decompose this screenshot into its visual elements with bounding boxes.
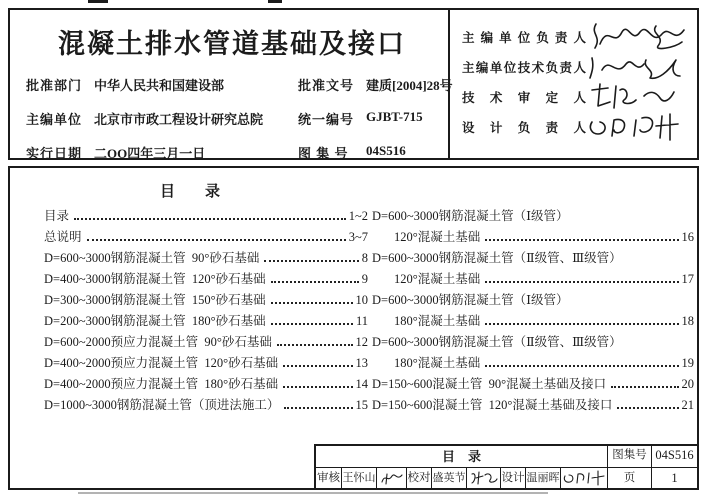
toc-entry [372,227,694,248]
toc-entry-title: 180°混凝土基础 [394,356,481,370]
toc-entry-page: 8 [361,251,368,265]
toc-entry [372,311,694,332]
toc-entry-title: 180°混凝土基础 [394,314,481,328]
signatory-row [462,112,693,142]
toc-entry [372,290,694,311]
toc-entry [44,248,368,269]
dot-leader [283,386,352,388]
toc-column-left [44,206,368,416]
toc-entry-page: 21 [681,398,694,412]
toc-entry-title: D=1000~3000钢筋混凝土管（顶进法施工） [44,398,280,412]
toc-entry [44,269,368,290]
credit-name: 盛英节 [431,468,466,488]
credit-signature [466,468,500,488]
toc-entry [44,374,368,395]
toc-entry-title: D=600~3000钢筋混凝土管 90°砂石基础 [44,251,260,265]
meta-value: 中华人民共和国建设部 [94,78,225,93]
page-number: 1 [651,468,697,488]
toc-box [8,166,699,490]
toc-entry-page: 11 [355,314,368,328]
atlas-title: 混凝土排水管道基础及接口 [58,29,406,59]
meta-value: 建质[2004]28号 [366,78,453,93]
toc-entry-page: 3~7 [348,230,368,244]
credit-role: 设计 [500,468,525,488]
signature-scribble [469,470,499,486]
dot-leader [271,281,359,283]
meta-label: 主编单位 [26,112,83,127]
dot-leader [485,281,678,283]
meta-label: 统一编号 [298,112,355,127]
dot-leader [485,239,678,241]
toc-entry-page: 10 [355,293,368,307]
toc-entry [44,206,368,227]
signatory-row [462,82,693,112]
toc-entry-page: 13 [355,356,368,370]
toc-entry-title: D=200~3000钢筋混凝土管 180°砂石基础 [44,314,266,328]
meta-label: 批准部门 [26,78,83,93]
credit-signature [560,468,607,488]
dot-leader [485,365,678,367]
credit-name: 王怀山 [341,468,376,488]
toc-entry-title: D=600~3000钢筋混凝土管（Ⅱ级管、Ⅲ级管） [372,251,622,265]
scan-smudge [268,0,282,3]
dot-leader [264,260,358,262]
header-box [8,8,699,160]
toc-entry-page: 12 [355,335,368,349]
toc-entry-page: 16 [681,230,694,244]
toc-entry-title: D=400~3000钢筋混凝土管 120°砂石基础 [44,272,266,286]
toc-entry-page: 19 [681,356,694,370]
dot-leader [271,323,353,325]
toc-entry [44,227,368,248]
toc-entry-page: 14 [355,377,368,391]
page-label: 页 [607,468,651,488]
meta-label: 实行日期 [26,146,83,161]
toc-entry-title: 目录 [44,209,70,223]
credit-name: 温丽晖 [525,468,560,488]
toc-entry-title: D=400~2000预应力混凝土管 180°砂石基础 [44,377,279,391]
toc-entry-title: D=300~3000钢筋混凝土管 150°砂石基础 [44,293,266,307]
toc-entry-title: D=600~3000钢筋混凝土管（Ⅰ级管） [372,293,569,307]
meta-value: 04S516 [366,143,406,158]
toc-entry [44,353,368,374]
signatory-row [462,52,693,82]
dot-leader [277,344,353,346]
toc-entry-page: 18 [681,314,694,328]
atlas-number-value: 04S516 [651,446,697,467]
toc-entry [372,374,694,395]
meta-value: GJBT-715 [366,109,423,124]
scan-smudge [88,0,108,3]
toc-column-right [372,206,694,416]
credit-role: 审核 [317,472,340,484]
signatory-label: 主编单位技术负责人 [462,61,586,75]
signatory-label: 主编单位负责人 [462,31,586,45]
dot-leader [284,407,352,409]
toc-entry [372,206,694,227]
sheet-title: 目 录 [441,449,481,464]
title-block-row-credits [316,468,697,488]
meta-label: 图 集 号 [298,146,349,161]
dot-leader [283,365,352,367]
signatory-label: 设 计 负 责 人 [462,121,586,135]
toc-entry [372,269,694,290]
toc-heading: 目 录 [159,184,220,200]
atlas-number-label: 图集号 [607,446,651,467]
credit-signature [376,468,406,488]
toc-entry [44,311,368,332]
signature-scribble [562,470,606,486]
dot-leader [271,302,353,304]
toc-entry-page: 20 [681,377,694,391]
toc-entry-page: 1~2 [348,209,368,223]
dot-leader [87,239,346,241]
title-block [314,444,697,488]
toc-entry-title: D=600~3000钢筋混凝土管（Ⅰ级管） [372,209,569,223]
dot-leader [617,407,678,409]
toc-entry [372,353,694,374]
toc-entry-page: 9 [361,272,368,286]
signatory-label: 技 术 审 定 人 [462,91,586,105]
dot-leader [485,323,678,325]
toc-entry-title: D=150~600混凝土管 90°混凝土基础及接口 [372,377,607,391]
signature-scribble [586,112,686,142]
dot-leader [611,386,678,388]
toc-entry-title: D=600~2000预应力混凝土管 90°砂石基础 [44,335,272,349]
toc-entry-title: D=150~600混凝土管 120°混凝土基础及接口 [372,398,613,412]
toc-entry-title: 总说明 [44,230,82,244]
toc-entry [44,332,368,353]
credit-role: 校对 [406,468,431,488]
scan-artifact [78,492,548,494]
toc-entry [372,248,694,269]
signatory-row [462,22,693,52]
toc-entry-title: D=600~3000钢筋混凝土管（Ⅱ级管、Ⅲ级管） [372,335,622,349]
meta-label: 批准文号 [298,78,355,93]
approval-meta [26,75,453,162]
toc-entry [372,332,694,353]
signature-scribble [586,20,690,54]
toc-entry [44,290,368,311]
toc-entry-title: 120°混凝土基础 [394,230,481,244]
toc-entry-title: 120°混凝土基础 [394,272,481,286]
title-panel [10,10,453,161]
title-block-row-top [316,446,697,468]
dot-leader [74,218,346,220]
toc-entry [44,395,368,416]
meta-value: 二OO四年三月一日 [94,146,206,161]
toc-entry-page: 15 [355,398,368,412]
signature-scribble [379,471,405,486]
signatories-panel [450,10,697,158]
toc-entry [372,395,694,416]
toc-entry-page: 17 [681,272,694,286]
meta-value: 北京市市政工程设计研究总院 [94,112,264,127]
toc-entry-title: D=400~2000预应力混凝土管 120°砂石基础 [44,356,279,370]
signature-scribble [586,52,682,82]
signature-scribble [586,82,678,112]
